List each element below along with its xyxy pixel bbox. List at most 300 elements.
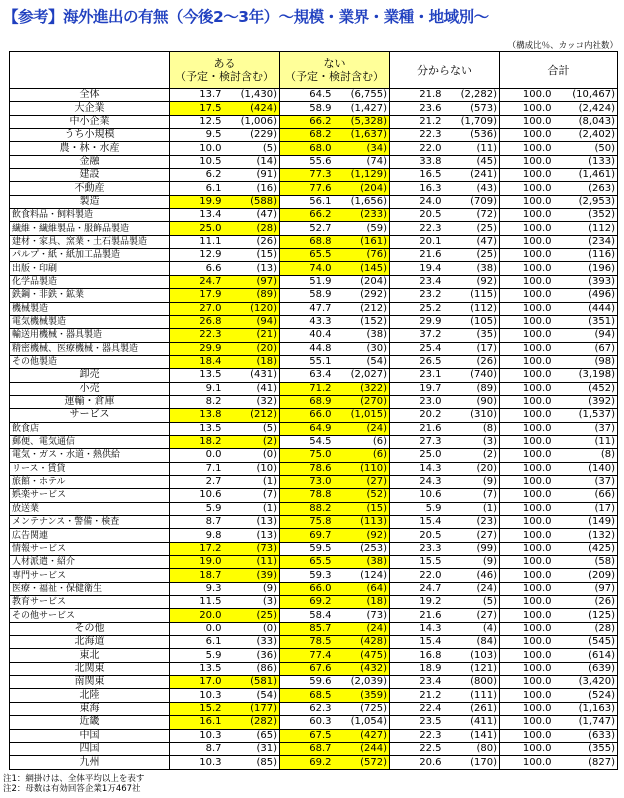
no-count-cell: (475) (338, 649, 390, 662)
row-label: 飲食料品・飼料製造 (10, 209, 170, 222)
unk-count-cell: (1,709) (448, 115, 500, 128)
tot-count-cell: (425) (558, 542, 618, 555)
no-percent-cell: 77.6 (280, 182, 338, 195)
unk-percent-cell: 15.5 (390, 556, 448, 569)
yes-percent-cell: 11.5 (170, 596, 228, 609)
row-label: その他 (10, 622, 170, 635)
no-count-cell: (24) (338, 422, 390, 435)
tot-count-cell: (67) (558, 342, 618, 355)
no-count-cell: (34) (338, 142, 390, 155)
unk-percent-cell: 14.3 (390, 622, 448, 635)
tot-count-cell: (149) (558, 516, 618, 529)
unk-percent-cell: 24.0 (390, 195, 448, 208)
unk-count-cell: (72) (448, 209, 500, 222)
tot-count-cell: (1,461) (558, 169, 618, 182)
tot-count-cell: (196) (558, 262, 618, 275)
tot-count-cell: (97) (558, 582, 618, 595)
yes-percent-cell: 19.9 (170, 195, 228, 208)
tot-percent-cell: 100.0 (500, 435, 558, 448)
no-percent-cell: 64.5 (280, 89, 338, 102)
yes-count-cell: (588) (228, 195, 280, 208)
tot-count-cell: (452) (558, 382, 618, 395)
yes-count-cell: (18) (228, 355, 280, 368)
no-percent-cell: 60.3 (280, 716, 338, 729)
unk-count-cell: (25) (448, 249, 500, 262)
tot-count-cell: (112) (558, 222, 618, 235)
table-row (10, 435, 618, 448)
tot-percent-cell: 100.0 (500, 235, 558, 248)
no-percent-cell: 44.8 (280, 342, 338, 355)
yes-percent-cell: 13.5 (170, 662, 228, 675)
row-label: 郵便、電気通信 (10, 435, 170, 448)
table-row (10, 262, 618, 275)
unk-percent-cell: 24.3 (390, 475, 448, 488)
yes-count-cell: (20) (228, 342, 280, 355)
tot-count-cell: (50) (558, 142, 618, 155)
table-row (10, 342, 618, 355)
tot-count-cell: (8,043) (558, 115, 618, 128)
row-label: 輸送用機械・器具製造 (10, 329, 170, 342)
tot-count-cell: (614) (558, 649, 618, 662)
tot-count-cell: (140) (558, 462, 618, 475)
page-title: 【参考】海外進出の有無（今後2〜3年）〜規模・業界・業種・地域別〜 (3, 8, 489, 26)
header-unknown: 分からない (390, 52, 500, 89)
table-row (10, 409, 618, 422)
no-count-cell: (113) (338, 516, 390, 529)
tot-percent-cell: 100.0 (500, 502, 558, 515)
no-percent-cell: 43.3 (280, 315, 338, 328)
tot-count-cell: (3,420) (558, 676, 618, 689)
unk-percent-cell: 21.8 (390, 89, 448, 102)
unk-percent-cell: 15.4 (390, 636, 448, 649)
yes-count-cell: (65) (228, 729, 280, 742)
no-count-cell: (15) (338, 502, 390, 515)
yes-percent-cell: 18.4 (170, 355, 228, 368)
row-label: 電気・ガス・水道・熱供給 (10, 449, 170, 462)
tot-percent-cell: 100.0 (500, 529, 558, 542)
no-percent-cell: 59.3 (280, 569, 338, 582)
no-percent-cell: 75.8 (280, 516, 338, 529)
tot-count-cell: (8) (558, 449, 618, 462)
tot-percent-cell: 100.0 (500, 289, 558, 302)
unk-count-cell: (47) (448, 235, 500, 248)
no-count-cell: (428) (338, 636, 390, 649)
yes-percent-cell: 6.1 (170, 182, 228, 195)
row-label: 飲食店 (10, 422, 170, 435)
unk-percent-cell: 25.0 (390, 449, 448, 462)
unk-percent-cell: 19.2 (390, 596, 448, 609)
no-count-cell: (253) (338, 542, 390, 555)
yes-count-cell: (97) (228, 275, 280, 288)
unk-count-cell: (99) (448, 542, 500, 555)
unk-count-cell: (310) (448, 409, 500, 422)
yes-count-cell: (47) (228, 209, 280, 222)
table-row (10, 662, 618, 675)
row-label: 金融 (10, 155, 170, 168)
unk-percent-cell: 23.6 (390, 102, 448, 115)
unk-percent-cell: 22.3 (390, 222, 448, 235)
yes-count-cell: (1,430) (228, 89, 280, 102)
unk-count-cell: (84) (448, 636, 500, 649)
no-percent-cell: 65.5 (280, 249, 338, 262)
unk-count-cell: (170) (448, 756, 500, 770)
tot-percent-cell: 100.0 (500, 475, 558, 488)
table-row (10, 516, 618, 529)
table-row (10, 716, 618, 729)
tot-count-cell: (234) (558, 235, 618, 248)
tot-count-cell: (133) (558, 155, 618, 168)
tot-percent-cell: 100.0 (500, 556, 558, 569)
unk-count-cell: (80) (448, 742, 500, 755)
unk-count-cell: (261) (448, 702, 500, 715)
unk-percent-cell: 21.6 (390, 422, 448, 435)
tot-count-cell: (66) (558, 489, 618, 502)
no-count-cell: (2,027) (338, 369, 390, 382)
table-row (10, 489, 618, 502)
tot-count-cell: (263) (558, 182, 618, 195)
yes-percent-cell: 10.3 (170, 756, 228, 770)
yes-percent-cell: 10.5 (170, 155, 228, 168)
yes-count-cell: (73) (228, 542, 280, 555)
row-label: 放送業 (10, 502, 170, 515)
no-count-cell: (52) (338, 489, 390, 502)
no-percent-cell: 55.6 (280, 155, 338, 168)
unk-count-cell: (9) (448, 475, 500, 488)
yes-count-cell: (0) (228, 449, 280, 462)
unk-percent-cell: 20.2 (390, 409, 448, 422)
row-label: 製造 (10, 195, 170, 208)
table-row (10, 182, 618, 195)
no-count-cell: (322) (338, 382, 390, 395)
unk-percent-cell: 16.5 (390, 169, 448, 182)
unk-percent-cell: 16.8 (390, 649, 448, 662)
table-row (10, 369, 618, 382)
no-count-cell: (73) (338, 609, 390, 622)
table-row (10, 756, 618, 770)
unk-count-cell: (411) (448, 716, 500, 729)
row-label: 出版・印刷 (10, 262, 170, 275)
row-label: 四国 (10, 742, 170, 755)
tot-count-cell: (1,747) (558, 716, 618, 729)
unk-percent-cell: 5.9 (390, 502, 448, 515)
no-count-cell: (233) (338, 209, 390, 222)
tot-percent-cell: 100.0 (500, 729, 558, 742)
table-row (10, 329, 618, 342)
yes-count-cell: (11) (228, 556, 280, 569)
unit-note: （構成比％、カッコ内社数） (507, 41, 618, 51)
tot-count-cell: (524) (558, 689, 618, 702)
tot-percent-cell: 100.0 (500, 302, 558, 315)
row-label: 機械製造 (10, 302, 170, 315)
tot-count-cell: (355) (558, 742, 618, 755)
no-count-cell: (204) (338, 182, 390, 195)
yes-percent-cell: 7.1 (170, 462, 228, 475)
yes-percent-cell: 10.0 (170, 142, 228, 155)
table-row (10, 155, 618, 168)
row-label: 大企業 (10, 102, 170, 115)
yes-percent-cell: 6.6 (170, 262, 228, 275)
yes-count-cell: (16) (228, 182, 280, 195)
unk-percent-cell: 25.2 (390, 302, 448, 315)
header-total: 合計 (500, 52, 618, 89)
yes-percent-cell: 18.2 (170, 435, 228, 448)
tot-count-cell: (1,537) (558, 409, 618, 422)
tot-percent-cell: 100.0 (500, 569, 558, 582)
no-count-cell: (1,054) (338, 716, 390, 729)
yes-count-cell: (86) (228, 662, 280, 675)
no-count-cell: (270) (338, 395, 390, 408)
row-label: 東海 (10, 702, 170, 715)
header-no (280, 52, 390, 89)
yes-percent-cell: 22.3 (170, 329, 228, 342)
table-row (10, 222, 618, 235)
tot-percent-cell: 100.0 (500, 409, 558, 422)
tot-percent-cell: 100.0 (500, 382, 558, 395)
tot-count-cell: (2,424) (558, 102, 618, 115)
yes-count-cell: (212) (228, 409, 280, 422)
tot-percent-cell: 100.0 (500, 395, 558, 408)
table-row (10, 355, 618, 368)
unk-percent-cell: 23.5 (390, 716, 448, 729)
tot-count-cell: (58) (558, 556, 618, 569)
table-row (10, 529, 618, 542)
yes-count-cell: (10) (228, 462, 280, 475)
tot-percent-cell: 100.0 (500, 609, 558, 622)
yes-percent-cell: 12.5 (170, 115, 228, 128)
yes-percent-cell: 9.3 (170, 582, 228, 595)
unk-percent-cell: 23.2 (390, 289, 448, 302)
table-row (10, 622, 618, 635)
tot-count-cell: (393) (558, 275, 618, 288)
unk-count-cell: (121) (448, 662, 500, 675)
footnotes (3, 774, 144, 794)
no-percent-cell: 75.0 (280, 449, 338, 462)
tot-percent-cell: 100.0 (500, 155, 558, 168)
unk-count-cell: (2,282) (448, 89, 500, 102)
tot-percent-cell: 100.0 (500, 742, 558, 755)
yes-percent-cell: 0.0 (170, 449, 228, 462)
yes-percent-cell: 12.9 (170, 249, 228, 262)
unk-count-cell: (27) (448, 529, 500, 542)
yes-count-cell: (424) (228, 102, 280, 115)
tot-count-cell: (37) (558, 475, 618, 488)
unk-count-cell: (43) (448, 182, 500, 195)
yes-percent-cell: 27.0 (170, 302, 228, 315)
row-label: 繊維・繊維製品・服飾品製造 (10, 222, 170, 235)
header-label-cell (10, 52, 170, 89)
no-percent-cell: 58.9 (280, 289, 338, 302)
yes-percent-cell: 8.2 (170, 395, 228, 408)
unk-percent-cell: 23.3 (390, 542, 448, 555)
row-label: 北海道 (10, 636, 170, 649)
yes-percent-cell: 13.7 (170, 89, 228, 102)
no-percent-cell: 66.2 (280, 209, 338, 222)
unk-count-cell: (241) (448, 169, 500, 182)
row-label: 精密機械、医療機械・器具製造 (10, 342, 170, 355)
no-count-cell: (1,015) (338, 409, 390, 422)
tot-percent-cell: 100.0 (500, 622, 558, 635)
table-row (10, 235, 618, 248)
no-count-cell: (204) (338, 275, 390, 288)
no-percent-cell: 55.1 (280, 355, 338, 368)
unk-percent-cell: 22.0 (390, 142, 448, 155)
unk-percent-cell: 21.2 (390, 689, 448, 702)
unk-percent-cell: 21.6 (390, 609, 448, 622)
unk-count-cell: (17) (448, 342, 500, 355)
table-row (10, 382, 618, 395)
no-percent-cell: 73.0 (280, 475, 338, 488)
row-label: 鉄鋼・非鉄・鉱業 (10, 289, 170, 302)
table-row (10, 582, 618, 595)
no-count-cell: (1,656) (338, 195, 390, 208)
unk-percent-cell: 20.1 (390, 235, 448, 248)
row-label: 中国 (10, 729, 170, 742)
yes-percent-cell: 17.2 (170, 542, 228, 555)
table-body (10, 89, 618, 770)
table-row (10, 275, 618, 288)
no-count-cell: (359) (338, 689, 390, 702)
unk-count-cell: (92) (448, 275, 500, 288)
no-count-cell: (427) (338, 729, 390, 742)
unk-percent-cell: 24.7 (390, 582, 448, 595)
yes-count-cell: (1,006) (228, 115, 280, 128)
no-count-cell: (92) (338, 529, 390, 542)
row-label: 化学品製造 (10, 275, 170, 288)
yes-percent-cell: 20.0 (170, 609, 228, 622)
unk-percent-cell: 33.8 (390, 155, 448, 168)
no-count-cell: (725) (338, 702, 390, 715)
no-percent-cell: 85.7 (280, 622, 338, 635)
yes-count-cell: (36) (228, 649, 280, 662)
row-label: 旅館・ホテル (10, 475, 170, 488)
row-label: 建設 (10, 169, 170, 182)
yes-count-cell: (0) (228, 622, 280, 635)
yes-count-cell: (54) (228, 689, 280, 702)
no-percent-cell: 71.2 (280, 382, 338, 395)
row-label: 教育サービス (10, 596, 170, 609)
no-percent-cell: 78.5 (280, 636, 338, 649)
tot-percent-cell: 100.0 (500, 142, 558, 155)
yes-percent-cell: 8.7 (170, 516, 228, 529)
table-row (10, 449, 618, 462)
yes-percent-cell: 5.9 (170, 649, 228, 662)
unk-count-cell: (112) (448, 302, 500, 315)
unk-count-cell: (20) (448, 462, 500, 475)
header-no-line1: ない (323, 57, 346, 70)
table-row (10, 209, 618, 222)
tot-count-cell: (3,198) (558, 369, 618, 382)
yes-percent-cell: 10.6 (170, 489, 228, 502)
table-row (10, 556, 618, 569)
yes-count-cell: (5) (228, 142, 280, 155)
yes-percent-cell: 0.0 (170, 622, 228, 635)
no-percent-cell: 77.3 (280, 169, 338, 182)
yes-count-cell: (26) (228, 235, 280, 248)
unk-percent-cell: 25.4 (390, 342, 448, 355)
row-label: 情報サービス (10, 542, 170, 555)
survey-table (9, 51, 618, 770)
unk-percent-cell: 18.9 (390, 662, 448, 675)
no-count-cell: (18) (338, 596, 390, 609)
yes-count-cell: (1) (228, 502, 280, 515)
yes-count-cell: (581) (228, 676, 280, 689)
no-percent-cell: 68.2 (280, 129, 338, 142)
row-label: 東北 (10, 649, 170, 662)
yes-count-cell: (229) (228, 129, 280, 142)
unk-count-cell: (46) (448, 569, 500, 582)
tot-count-cell: (639) (558, 662, 618, 675)
no-count-cell: (38) (338, 556, 390, 569)
yes-count-cell: (3) (228, 596, 280, 609)
no-percent-cell: 78.6 (280, 462, 338, 475)
unk-count-cell: (27) (448, 609, 500, 622)
yes-count-cell: (9) (228, 582, 280, 595)
table-row (10, 502, 618, 515)
no-percent-cell: 58.4 (280, 609, 338, 622)
tot-percent-cell: 100.0 (500, 596, 558, 609)
tot-count-cell: (17) (558, 502, 618, 515)
no-percent-cell: 68.5 (280, 689, 338, 702)
yes-count-cell: (7) (228, 489, 280, 502)
yes-percent-cell: 6.2 (170, 169, 228, 182)
unk-count-cell: (23) (448, 516, 500, 529)
table-row (10, 129, 618, 142)
table-row (10, 542, 618, 555)
table-row (10, 569, 618, 582)
tot-percent-cell: 100.0 (500, 662, 558, 675)
yes-percent-cell: 17.0 (170, 676, 228, 689)
yes-count-cell: (282) (228, 716, 280, 729)
row-label: 専門サービス (10, 569, 170, 582)
tot-count-cell: (827) (558, 756, 618, 770)
no-count-cell: (152) (338, 315, 390, 328)
table-row (10, 302, 618, 315)
yes-count-cell: (2) (228, 435, 280, 448)
unk-count-cell: (38) (448, 262, 500, 275)
yes-count-cell: (41) (228, 382, 280, 395)
tot-count-cell: (125) (558, 609, 618, 622)
table-row (10, 195, 618, 208)
unk-percent-cell: 22.5 (390, 742, 448, 755)
tot-percent-cell: 100.0 (500, 756, 558, 770)
table-row (10, 315, 618, 328)
unk-count-cell: (536) (448, 129, 500, 142)
no-percent-cell: 68.9 (280, 395, 338, 408)
row-label: 電気機械製造 (10, 315, 170, 328)
no-count-cell: (1,637) (338, 129, 390, 142)
unk-count-cell: (45) (448, 155, 500, 168)
yes-count-cell: (21) (228, 329, 280, 342)
table-row (10, 636, 618, 649)
unk-percent-cell: 21.6 (390, 249, 448, 262)
no-percent-cell: 63.4 (280, 369, 338, 382)
tot-percent-cell: 100.0 (500, 275, 558, 288)
table-row (10, 115, 618, 128)
unk-count-cell: (11) (448, 142, 500, 155)
tot-percent-cell: 100.0 (500, 716, 558, 729)
unk-percent-cell: 15.4 (390, 516, 448, 529)
unk-count-cell: (26) (448, 355, 500, 368)
no-percent-cell: 88.2 (280, 502, 338, 515)
tot-count-cell: (26) (558, 596, 618, 609)
tot-percent-cell: 100.0 (500, 169, 558, 182)
yes-count-cell: (85) (228, 756, 280, 770)
yes-count-cell: (14) (228, 155, 280, 168)
no-count-cell: (124) (338, 569, 390, 582)
unk-percent-cell: 29.9 (390, 315, 448, 328)
unk-percent-cell: 23.1 (390, 369, 448, 382)
row-label: 建材・家具、窯業・土石製品製造 (10, 235, 170, 248)
